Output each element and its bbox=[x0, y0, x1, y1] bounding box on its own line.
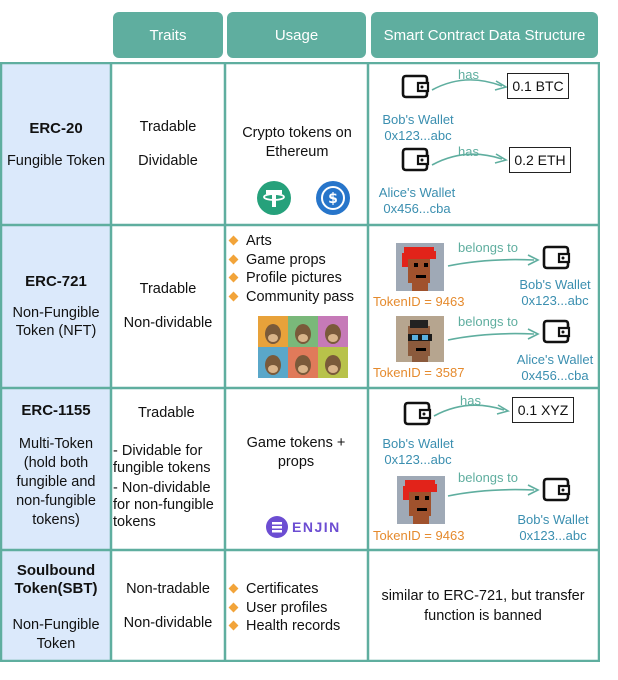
edge-label-belongs-to: belongs to bbox=[458, 240, 518, 255]
erc20-usage: Crypto tokens on Ethereum bbox=[242, 125, 352, 160]
wallet-icon bbox=[400, 146, 430, 172]
edge-label-belongs-to: belongs to bbox=[458, 470, 518, 485]
enjin-brand: ENJIN bbox=[292, 519, 341, 535]
trait-dividable-fungible: - Dividable for fungible tokens bbox=[113, 443, 211, 476]
trait-non-tradable: Non-tradable bbox=[126, 581, 210, 597]
usdc-logo-icon bbox=[316, 181, 350, 215]
punk-avatar-icon bbox=[397, 476, 445, 524]
wallet-label: Bob's Wallet 0x123...abc bbox=[382, 112, 454, 143]
arrow-belongs-to bbox=[446, 474, 542, 504]
tether-logo-icon bbox=[257, 181, 291, 215]
sbt-structure: similar to ERC-721, but transfer function is banned bbox=[381, 588, 585, 624]
arrow-has bbox=[430, 70, 510, 100]
erc20-name: ERC-20 bbox=[29, 119, 83, 137]
wallet-label: Bob's Wallet 0x123...abc bbox=[519, 277, 591, 308]
token-id-label: TokenID = 3587 bbox=[373, 365, 465, 380]
wallet-icon bbox=[541, 318, 571, 344]
arrow-has bbox=[432, 396, 512, 426]
wallet-icon bbox=[541, 476, 571, 502]
wallet-label: Bob's Wallet 0x123...abc bbox=[517, 512, 589, 543]
list-item: User profiles bbox=[226, 599, 340, 618]
edge-label-has: has bbox=[460, 393, 481, 408]
erc1155-subtitle: Multi-Token (hold both fungible and non-fungible tokens) bbox=[16, 436, 96, 528]
edge-label-has: has bbox=[458, 67, 479, 82]
erc721-name-cell bbox=[2, 226, 110, 386]
erc20-name-cell bbox=[2, 64, 110, 224]
sbt-usage-list bbox=[226, 580, 340, 636]
arrow-belongs-to bbox=[446, 318, 542, 348]
arrow-belongs-to bbox=[446, 244, 542, 274]
edge-label-has: has bbox=[458, 144, 479, 159]
trait-dividable: Dividable bbox=[138, 153, 198, 169]
header-traits: Traits bbox=[113, 12, 223, 58]
nft-collage-image bbox=[258, 316, 348, 378]
svg-text:$: $ bbox=[328, 191, 338, 207]
sbt-traits bbox=[112, 552, 224, 660]
list-item: Arts bbox=[226, 232, 354, 251]
trait-non-dividable: Non-dividable bbox=[123, 615, 213, 631]
sbt-name-cell bbox=[2, 562, 110, 654]
erc721-subtitle: Non-Fungible Token (NFT) bbox=[12, 304, 100, 339]
sbt-name: Soulbound Token(SBT) bbox=[14, 562, 98, 597]
token-id-label: TokenID = 9463 bbox=[373, 294, 465, 309]
erc20-traits bbox=[112, 64, 224, 224]
header-structure: Smart Contract Data Structure bbox=[371, 12, 598, 58]
erc1155-usage: Game tokens + props bbox=[246, 435, 346, 470]
punk-avatar-icon bbox=[396, 243, 444, 291]
edge-label-belongs-to: belongs to bbox=[458, 314, 518, 329]
wallet-icon bbox=[402, 400, 432, 426]
list-item: Profile pictures bbox=[226, 269, 354, 288]
value-box: 0.2 ETH bbox=[509, 147, 571, 173]
trait-non-dividable: Non-dividable bbox=[123, 315, 213, 331]
token-id-label: TokenID = 9463 bbox=[373, 528, 465, 543]
erc1155-name: ERC-1155 bbox=[21, 402, 91, 419]
list-item: Community pass bbox=[226, 288, 354, 307]
sbt-subtitle: Non-Fungible Token bbox=[12, 617, 100, 652]
erc721-usage-list bbox=[226, 232, 354, 306]
erc1155-name-cell bbox=[2, 402, 110, 530]
trait-tradable: Tradable bbox=[139, 281, 197, 297]
punk-avatar-icon bbox=[396, 316, 444, 362]
list-item: Game props bbox=[226, 251, 354, 270]
header-usage: Usage bbox=[227, 12, 366, 58]
arrow-has bbox=[430, 145, 510, 175]
value-box: 0.1 XYZ bbox=[512, 397, 574, 423]
trait-non-dividable-nft: - Non-dividable for non-fungible tokens bbox=[113, 480, 214, 530]
wallet-label: Bob's Wallet 0x123...abc bbox=[382, 436, 454, 467]
list-item: Health records bbox=[226, 617, 340, 636]
wallet-label: Alice's Wallet 0x456...cba bbox=[516, 352, 594, 383]
erc721-name: ERC-721 bbox=[25, 272, 87, 290]
erc20-subtitle: Fungible Token bbox=[6, 152, 106, 169]
list-item: Certificates bbox=[226, 580, 340, 599]
wallet-label: Alice's Wallet 0x456...cba bbox=[378, 185, 456, 216]
value-box: 0.1 BTC bbox=[507, 73, 569, 99]
trait-tradable: Tradable bbox=[139, 119, 197, 135]
trait-tradable: Tradable bbox=[138, 405, 195, 421]
erc721-traits bbox=[112, 226, 224, 386]
wallet-icon bbox=[400, 73, 430, 99]
wallet-icon bbox=[541, 244, 571, 270]
enjin-logo-icon bbox=[266, 516, 288, 538]
